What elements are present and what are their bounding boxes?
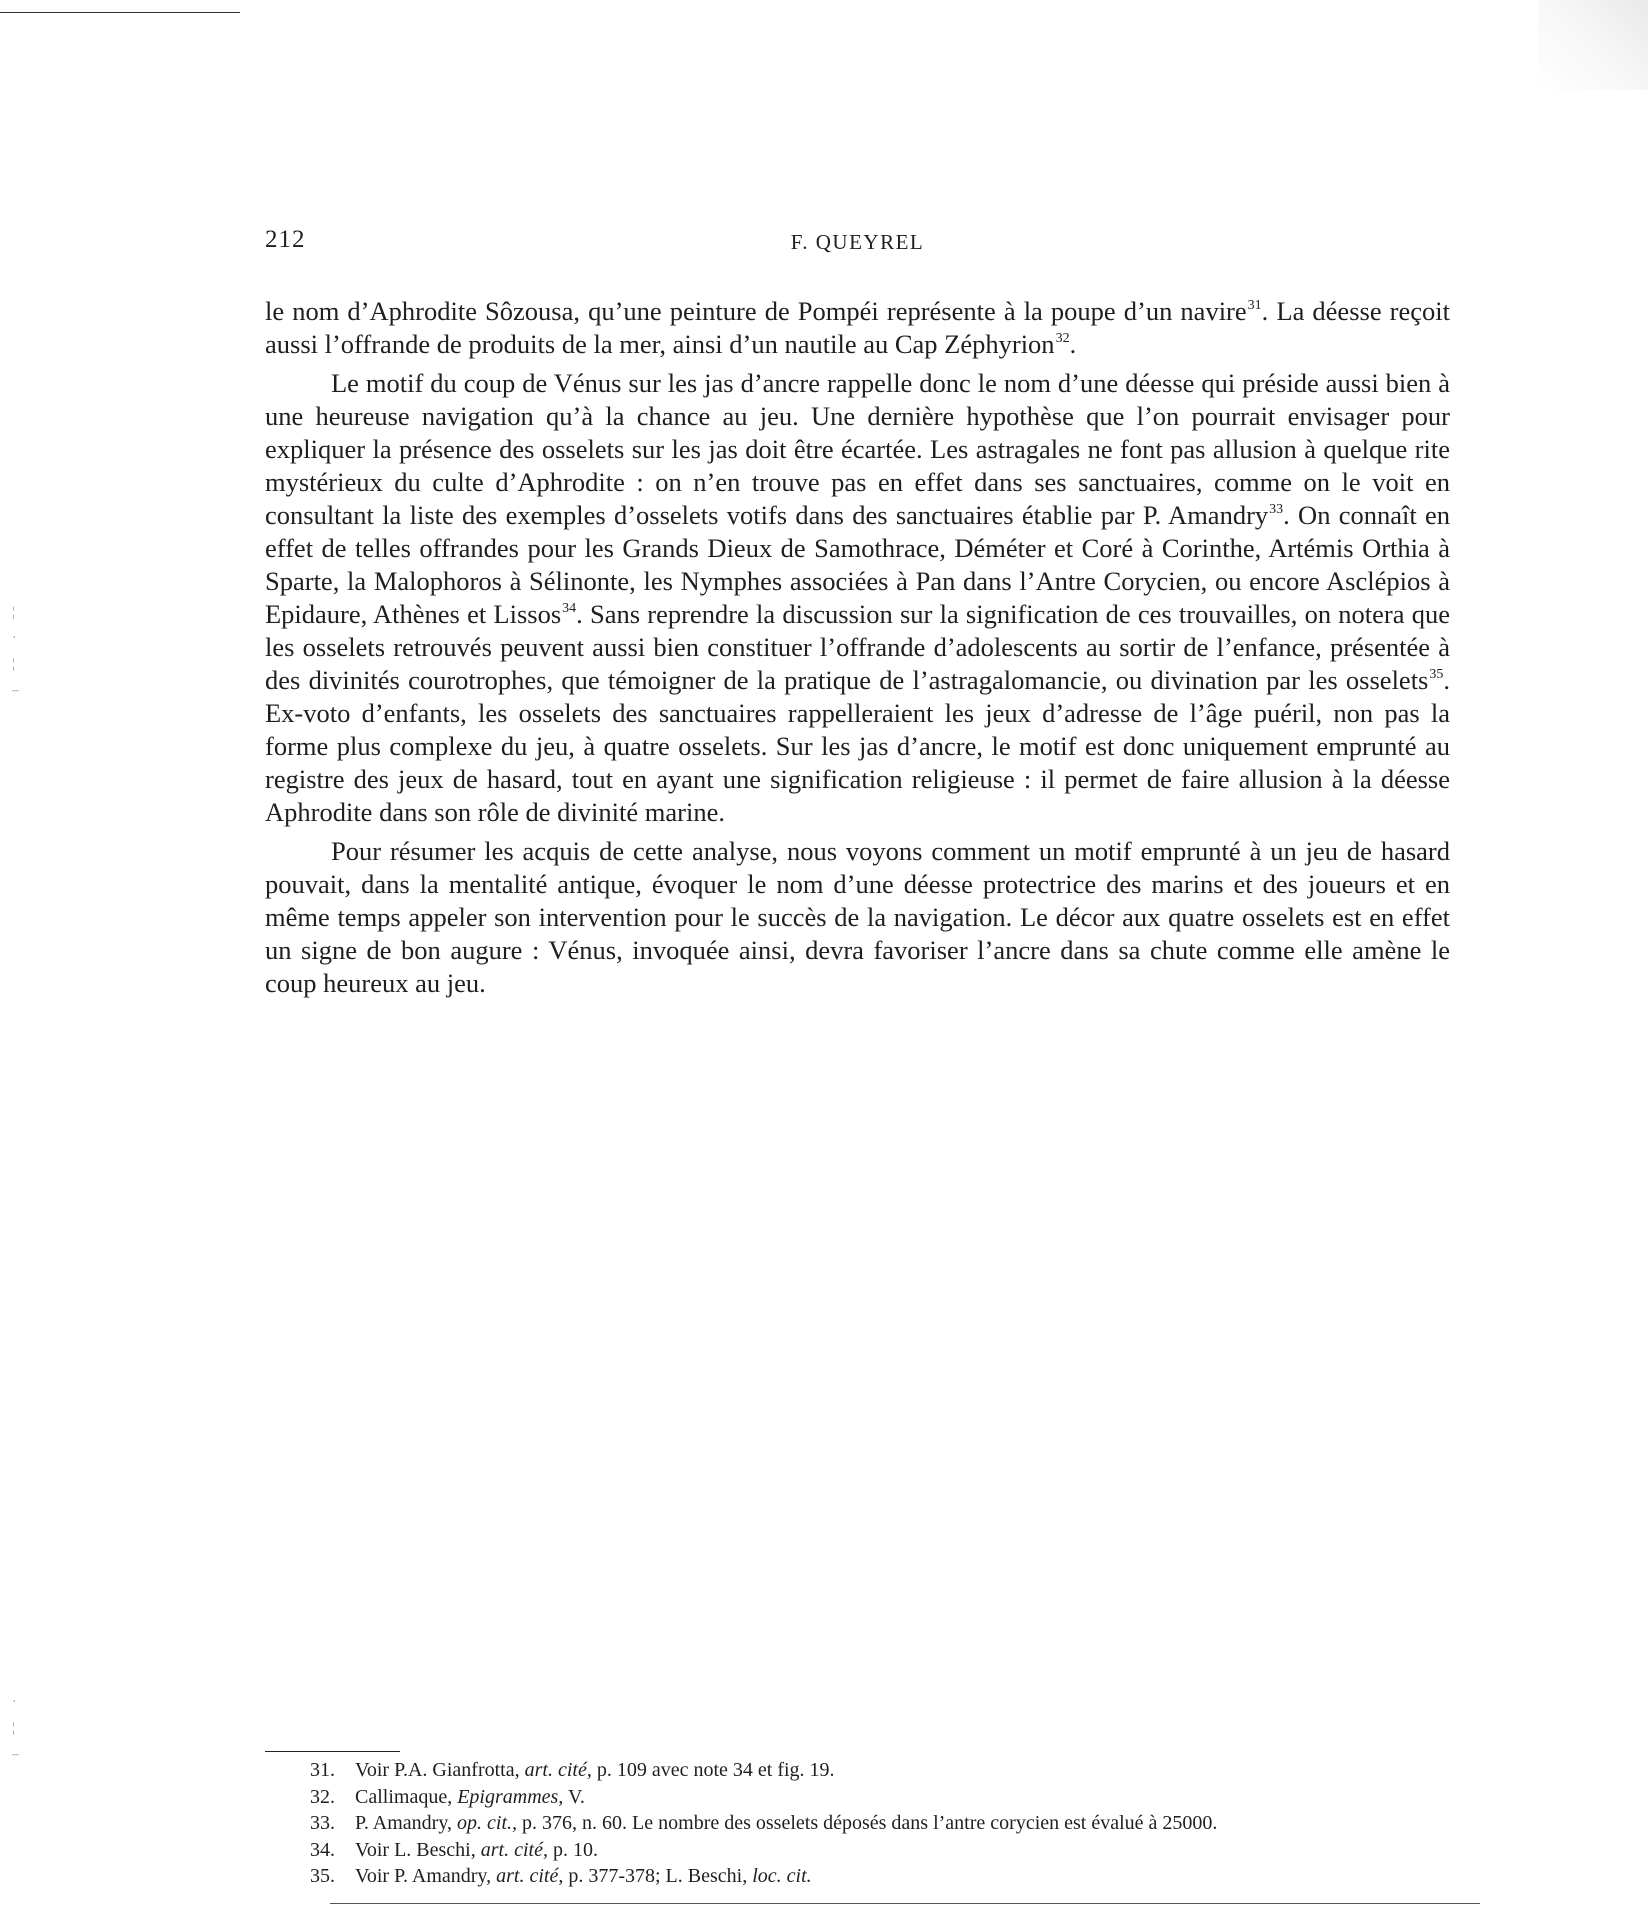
text-span: . Ex-voto d’enfants, les osselets des sanctuaires rappelleraient les jeux d’adresse de l’âge puéril, non pas la forme plus complexe du jeu, à quatre osselets. Sur les jas d’ancre, le motif est donc uniquement emprunté au registre des jeux de hasard, tout en ayant une signification religieuse : il permet de faire allusion à la déesse Aphrodite dans son rôle de divinité marine. (265, 665, 1450, 827)
footnote-ref: 32 (1055, 331, 1070, 346)
citation-italic: art. cité, (524, 1759, 592, 1781)
footnote-number: 31. (310, 1759, 335, 1781)
footnote-ref: 31 (1247, 298, 1262, 313)
footnote-number: 32. (310, 1785, 335, 1808)
paragraph (265, 835, 1450, 1000)
text-span: p. 377-378; L. Beschi, (563, 1865, 753, 1887)
footnote (265, 1837, 1465, 1864)
scan-margin-marks: · ¦ – (12, 1695, 19, 1762)
footnotes (265, 1757, 1465, 1890)
page-header (265, 226, 1450, 260)
text-span: Pour résumer les acquis de cette analyse, nous voyons comment un motif emprunté à un jeu de hasard pouvait, dans la mentalité antique, évoquer le nom d’une déesse protectrice des marins et des joueurs et en même temps appeler son intervention pour le succès de la navigation. Le décor aux quatre osselets est en effet un signe de bon augure : Vénus, invoquée ainsi, devra favoriser l’ancre dans sa chute comme elle amène le coup heureux au jeu. (265, 836, 1450, 998)
page-number: 212 (265, 226, 306, 253)
citation-italic: art. cité, (496, 1865, 564, 1887)
text-span: V. (563, 1785, 585, 1808)
text-span: . On connaît en effet de telles offrandes pour les Grands Dieux de Samothrace, Déméter et Coré à Corinthe, Artémis Orthia à Sparte, la Malophoros à Sélinonte, les Nymphes associées à Pan dans l’Antre Corycien, ou encore Asclépios à Epidaure, Athènes et Lissos (265, 500, 1450, 629)
text-span: Voir P.A. Gianfrotta, (355, 1759, 525, 1781)
text-span: . La déesse reçoit aussi l’offrande de produits de la mer, ainsi d’un nautile au Cap Zéphyrion (265, 296, 1450, 359)
scan-bottom-rule (330, 1903, 1480, 1904)
scan-edge-shadow (1538, 0, 1648, 90)
footnote-number: 35. (310, 1865, 335, 1887)
citation-italic: loc. cit. (752, 1865, 812, 1887)
scan-top-rule (0, 12, 240, 13)
footnote-text (355, 1784, 585, 1811)
text-span: Callimaque, (355, 1785, 458, 1808)
text-span: . Sans reprendre la discussion sur la signification de ces trouvailles, on notera que les osselets retrouvés peuvent aussi bien constituer l’offrande d’adolescents au sortir de l’enfance, présentée à des divinités courotrophes, que témoigner de la pratique de l’astragalomancie, ou divination par les osselets (265, 599, 1450, 695)
footnote-separator (265, 1751, 400, 1752)
footnote-number: 34. (310, 1838, 335, 1861)
body-text (265, 295, 1450, 1000)
text-span: le nom d’Aphrodite Sôzousa, qu’une peinture de Pompéi représente à la poupe d’un navire (265, 296, 1247, 326)
footnote (265, 1810, 1465, 1837)
text-span: p. 109 avec note 34 et fig. 19. (591, 1759, 835, 1781)
footnote-text (355, 1863, 812, 1890)
paragraph (265, 367, 1450, 829)
text-span: p. 10. (547, 1838, 598, 1861)
text-span: Voir P. Amandry, (355, 1865, 497, 1887)
scan-margin-marks: ¦ · ¦ – (12, 605, 19, 698)
footnote-number: 33. (310, 1812, 335, 1834)
text-span: P. Amandry, (355, 1812, 458, 1834)
footnote (265, 1784, 1465, 1811)
footnote-ref: 34 (562, 601, 577, 616)
citation-italic: op. cit., (457, 1812, 518, 1834)
text-span: Le motif du coup de Vénus sur les jas d’ancre rappelle donc le nom d’une déesse qui préside aussi bien à une heureuse navigation qu’à la chance au jeu. Une dernière hypothèse que l’on pourrait envisager pour expliquer la présence des osselets sur les jas doit être écartée. Les astragales ne font pas allusion à quelque rite mystérieux du culte d’Aphrodite : on n’en trouve pas en effet dans ses sanctuaires, comme on le voit en consultant la liste des exemples d’osselets votifs dans des sanctuaires établie par P. Amandry (265, 368, 1450, 530)
footnote (265, 1863, 1465, 1890)
footnote-ref: 33 (1269, 502, 1284, 517)
citation-italic: Epigrammes, (457, 1785, 564, 1808)
footnote-text (355, 1837, 598, 1864)
footnote-ref: 35 (1429, 667, 1444, 682)
footnote-text (355, 1757, 835, 1784)
footnote (265, 1757, 1465, 1784)
citation-italic: art. cité, (480, 1838, 548, 1861)
paragraph (265, 295, 1450, 361)
running-head: F. QUEYREL (790, 230, 925, 254)
text-span: Voir L. Beschi, (355, 1838, 481, 1861)
footnote-text (355, 1810, 1217, 1837)
text-span: . (1069, 329, 1077, 359)
text-span: p. 376, n. 60. Le nombre des osselets déposés dans l’antre corycien est évalué à 25000. (517, 1812, 1218, 1834)
